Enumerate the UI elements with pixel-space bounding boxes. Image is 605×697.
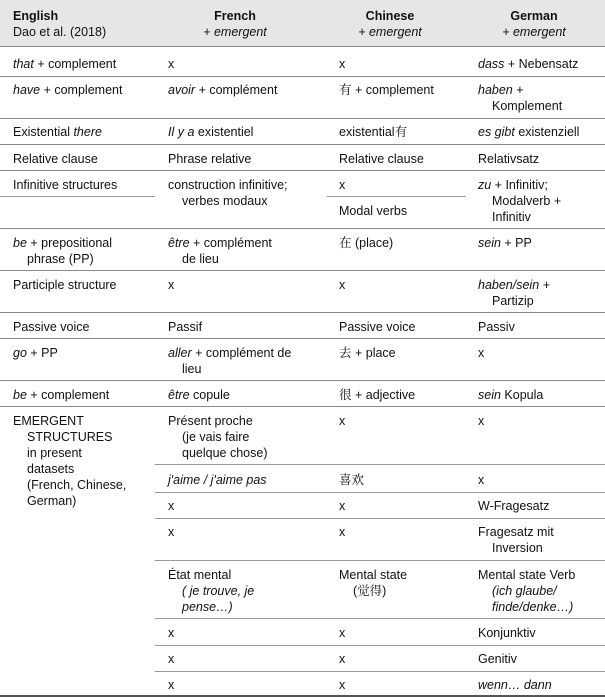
emergent-row-5-chinese: Mental state [339,568,408,582]
header-chinese-title: Chinese [365,9,415,23]
emergent-row-7-german: Genitiv [478,652,517,666]
emergent-row-6-german: Konjunktiv [478,626,536,640]
emergent-row-8-chinese: x [339,678,346,692]
emergent-row-7-chinese: x [339,652,346,666]
row-divider [155,618,605,619]
table-row-7-german-line2: Partizip [492,294,534,308]
table-row-1-french: x [168,57,175,71]
table-row-9-german: x [478,346,485,360]
table-row-9-french: aller + complément de [168,346,292,360]
table-row-8-chinese: Passive voice [339,320,416,334]
header-english-title: English [13,9,59,23]
table-row-5-german-line3: Infinitiv [492,210,531,224]
row-divider [155,671,605,672]
table-row-5-french-line2: verbes modaux [182,194,268,208]
table-row-10-english: be + complement [13,388,110,402]
table-row-2-german: haben + [478,83,524,97]
emergent-row-3-german: W-Fragesatz [478,499,550,513]
row-divider [0,118,605,119]
emergent-row-3-chinese: x [339,499,346,513]
row-divider [0,228,605,229]
table-row-3-english: Existential there [13,125,102,139]
table-row-5-german-line2: Modalverb + [492,194,562,208]
table-row-7-german: haben/sein + [478,278,550,292]
row-divider [0,76,605,77]
emergent-row-1-german: x [478,414,485,428]
emergent-row-6-chinese: x [339,626,346,640]
table-row-10-french: être copule [168,388,230,402]
table-row-5-english: Infinitive structures [13,178,118,192]
emergent-row-1-french: Présent proche [168,414,253,428]
emergent-row-2-german: x [478,473,485,487]
table-row-4-german: Relativsatz [478,152,540,166]
table-row-7-french: x [168,278,175,292]
table-row-9-french-line2: lieu [182,362,202,376]
emergent-row-7-french: x [168,652,175,666]
header-divider [0,46,605,47]
table-row-6-german: sein + PP [478,236,532,250]
table-row-1-english: that + complement [13,57,117,71]
row-divider [155,560,605,561]
table-row-2-chinese: 有 + complement [339,83,434,97]
table-row-6-english-line2: phrase (PP) [27,252,94,266]
table-row-1-chinese: x [339,57,346,71]
row-divider [0,170,605,171]
emergent-row-1-french-line3: quelque chose) [182,446,268,460]
table-row-9-english: go + PP [13,346,58,360]
emergent-label-line1: EMERGENT [13,414,84,428]
table-row-5-french: construction infinitive; [168,178,288,192]
row-divider [0,312,605,313]
table-row-2-german-line2: Komplement [492,99,563,113]
table-row-7-english: Participle structure [13,278,117,292]
emergent-row-5-german: Mental state Verb [478,568,576,582]
table-row-10-german: sein Kopula [478,388,544,402]
table-row-4-english: Relative clause [13,152,98,166]
row-partial-divider [0,196,155,197]
row-divider [155,645,605,646]
table-row-1-german: dass + Nebensatz [478,57,579,71]
emergent-row-5-french-line2: ( je trouve, je [182,584,255,598]
table-row-8-english: Passive voice [13,320,90,334]
emergent-label-line4: datasets [27,462,75,476]
table-row-9-chinese: 去 + place [339,346,396,360]
emergent-row-1-chinese: x [339,414,346,428]
row-divider [155,492,605,493]
row-divider [155,464,605,465]
table-row-3-german: es gibt existenziell [478,125,580,139]
header-chinese-emergent: + emergent [358,25,422,39]
emergent-label-line2: STRUCTURES [27,430,113,444]
table-row-5-chinese-line2: Modal verbs [339,204,408,218]
table-row-4-chinese: Relative clause [339,152,424,166]
emergent-row-8-german: wenn… dann [478,678,552,692]
emergent-row-5-chinese-line2: (觉得) [353,584,387,598]
table-row-2-english: have + complement [13,83,123,97]
emergent-label-line5: (French, Chinese, [27,478,127,492]
emergent-row-4-french: x [168,525,175,539]
emergent-row-5-german-line3: finde/denke…) [492,600,574,614]
table-row-3-chinese: existential有 [339,125,408,139]
emergent-row-3-french: x [168,499,175,513]
table-row-4-french: Phrase relative [168,152,252,166]
header-english-source: Dao et al. (2018) [13,25,107,39]
row-divider [0,380,605,381]
header-german-emergent: + emergent [502,25,566,39]
table-row-6-french-line2: de lieu [182,252,219,266]
row-partial-divider [327,196,466,197]
emergent-row-8-french: x [168,678,175,692]
header-french-title: French [214,9,256,23]
table-row-8-french: Passif [168,320,203,334]
emergent-row-2-chinese: 喜欢 [339,473,365,487]
table-row-6-french: être + complément [168,236,272,250]
table-row-7-chinese: x [339,278,346,292]
table-row-6-english: be + prepositional [13,236,113,250]
table-row-5-german: zu + Infinitiv; [478,178,548,192]
table-row-10-chinese: 很 + adjective [339,388,416,402]
emergent-row-2-french: j'aime / j'aime pas [168,473,267,487]
emergent-label-line3: in present [27,446,82,460]
emergent-row-5-french-line3: pense…) [182,600,233,614]
table-row-3-french: Il y a existentiel [168,125,254,139]
table-row-6-chinese: 在 (place) [339,236,394,250]
row-divider [0,270,605,271]
row-divider [155,518,605,519]
header-german-title: German [510,9,558,23]
emergent-row-4-german: Fragesatz mit [478,525,554,539]
table-row-5-chinese: x [339,178,346,192]
row-divider [0,338,605,339]
emergent-label-line6: German) [27,494,77,508]
emergent-row-4-german-line2: Inversion [492,541,543,555]
row-divider [0,406,605,407]
row-divider [0,144,605,145]
header-french-emergent: + emergent [203,25,267,39]
emergent-row-6-french: x [168,626,175,640]
emergent-row-5-german-line2: (ich glaube/ [492,584,557,598]
table-row-8-german: Passiv [478,320,515,334]
table-row-2-french: avoir + complément [168,83,278,97]
emergent-row-4-chinese: x [339,525,346,539]
emergent-row-5-french: État mental [168,568,232,582]
emergent-row-1-french-line2: (je vais faire [182,430,250,444]
